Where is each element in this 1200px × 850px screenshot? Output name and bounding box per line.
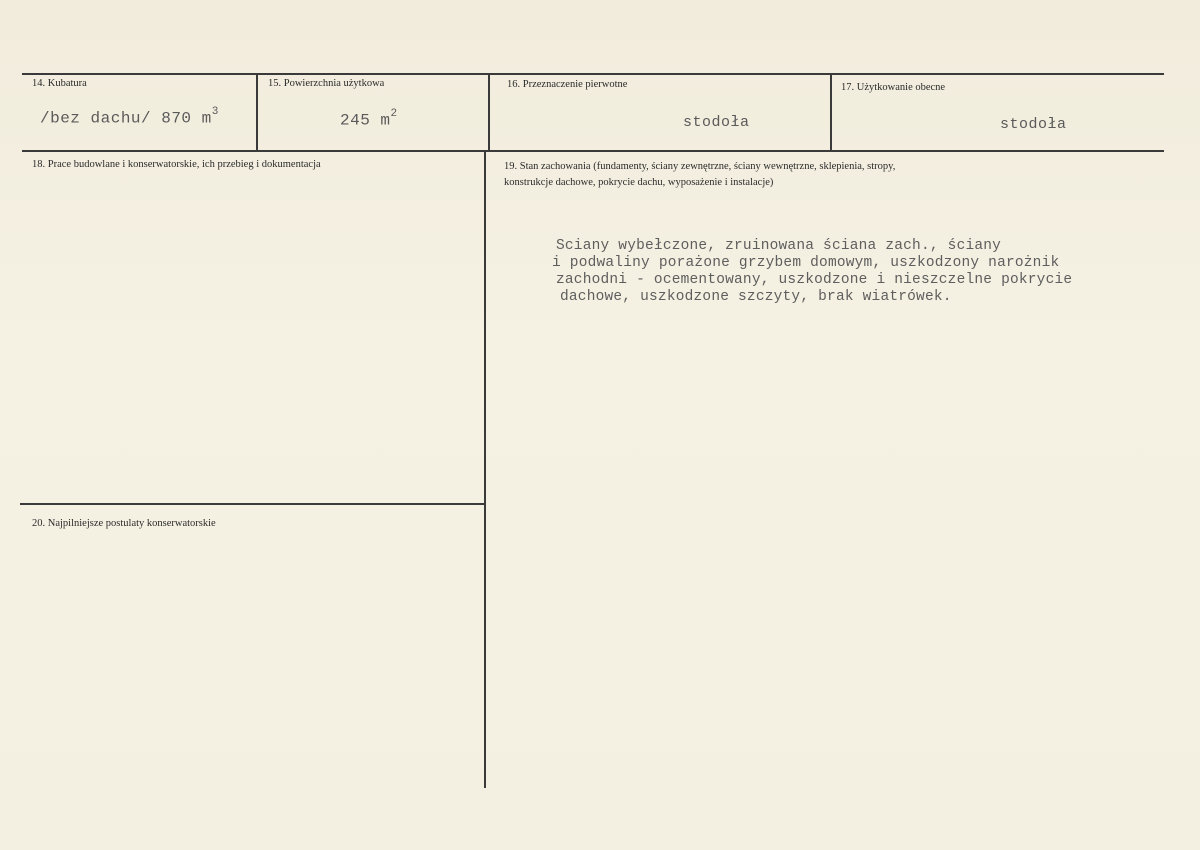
field-17-value: stodoła [1000, 116, 1067, 133]
field-19-label-line2: konstrukcje dachowe, pokrycie dachu, wyposażenie i instalacje) [504, 177, 774, 188]
field-15-value: 245 $m^2$ [340, 108, 398, 130]
divider-14-15 [256, 73, 258, 152]
field-16-label: 16. Przeznaczenie pierwotne [507, 79, 628, 90]
field-19-label-line1: 19. Stan zachowania (fundamenty, ściany zewnętrzne, ściany wewnętrzne, sklepienia, stropy, [504, 161, 896, 172]
field-19-line: zachodni - ocementowany, uszkodzone i nieszczelne pokrycie [556, 272, 1073, 288]
field-14-label: 14. Kubatura [32, 78, 87, 89]
header-bottom-rule [22, 150, 1164, 152]
field-16-value: stodoła [683, 114, 750, 131]
field-18-label: 18. Prace budowlane i konserwatorskie, ich przebieg i dokumentacja [32, 159, 321, 170]
divider-16-17 [830, 73, 832, 152]
field-17-label: 17. Użytkowanie obecne [841, 82, 946, 93]
field-15-label: 15. Powierzchnia użytkowa [268, 78, 385, 89]
field-19-text [552, 238, 1176, 306]
field-19-line: Sciany wybełczone, zruinowana ściana zach., ściany [556, 238, 1002, 254]
field-14-exponent: 3 [211, 106, 219, 118]
main-column-divider [484, 150, 486, 788]
top-rule [22, 73, 1164, 75]
field-15-exponent: 2 [390, 108, 398, 120]
field-20-label: 20. Najpilniejsze postulaty konserwatorskie [32, 518, 216, 529]
section-20-rule [20, 503, 486, 505]
field-14-value: /bez dachu/ 870 $m^3$ [40, 106, 219, 128]
field-19-line: i podwaliny porażone grzybem domowym, uszkodzony narożnik [552, 255, 1060, 271]
divider-15-16 [488, 73, 490, 152]
field-19-line: dachowe, uszkodzone szczyty, brak wiatrówek. [560, 289, 952, 305]
